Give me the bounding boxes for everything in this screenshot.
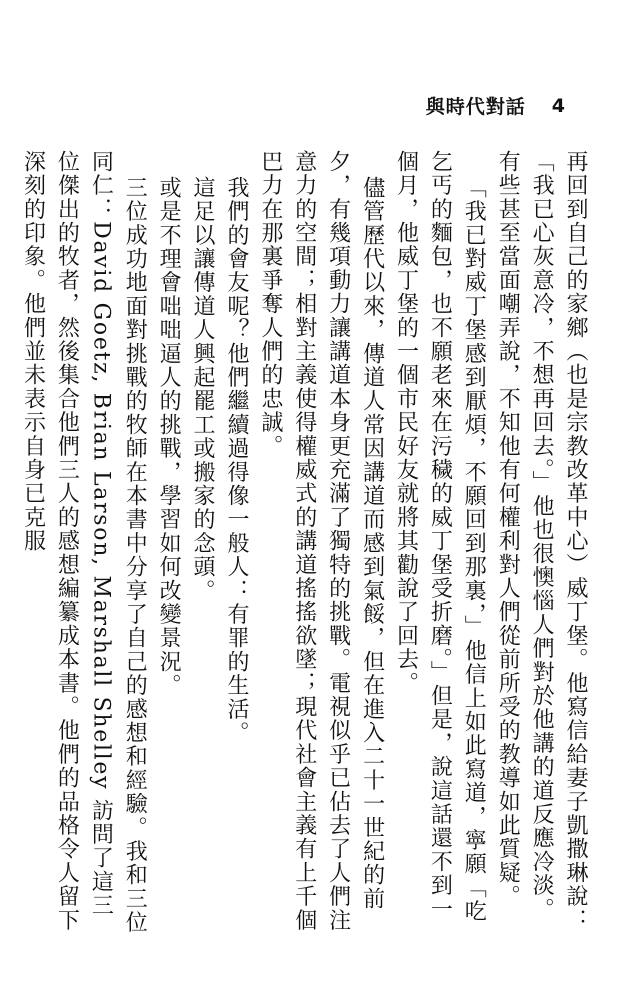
page-number: 4	[551, 94, 566, 117]
paragraph: 再回到自己的家鄉（也是宗教改革中心）威丁堡。他寫信給妻子凱撒琳說：「我已心灰意冷，不想再回去。」他也很懊惱人們對於他講的道反應冷淡。有些甚至當面嘲弄說，不知他有何權利對人們從前所受的教導如此質疑。	[495, 150, 588, 933]
paragraph: 或是不理會咄咄逼人的挑戰，學習如何改變景況。	[156, 176, 182, 698]
paragraph: 「我已對威丁堡感到厭煩，不願回到那裏，」他信上如此寫道，寧願「吃乞丐的麵包，也不願老來在污穢的威丁堡受折磨。」但是，說這話還不到一個月，他威丁堡的一個市民好友就將其勸說了回去。	[393, 150, 487, 924]
paragraph: 儘管歷代以來，傳道人常因講道而感到氣餒，但在進入二十一世紀的前夕，有幾項動力讓講道本身更充滿了獨特的挑戰。電視似乎已佔去了人們注意力的空間；相對主義使得權威式的講道搖搖欲墜；現代社會主義有上千個巴力在那裏爭奪人們的忠誠。	[257, 150, 385, 933]
running-title: 與時代對話	[425, 96, 526, 118]
paragraph: 這足以讓傳道人興起罷工或搬家的念頭。	[190, 176, 216, 603]
body-text	[20, 150, 592, 940]
paragraph: 三位成功地面對挑戰的牧師在本書中分享了自己的感想和經驗。我和三位同仁：David Goetz, Brian Larson, Marshall Shelley 訪問了這三位傑出的牧者，然後集合他們三人的感想編纂成本書。他們的品格令人留下深刻的印象。他們並未表示自身已克服	[20, 150, 148, 935]
running-header	[426, 92, 566, 119]
paragraph: 我們的會友呢？他們繼續過得像一般人：有罪的生活。	[223, 176, 249, 746]
